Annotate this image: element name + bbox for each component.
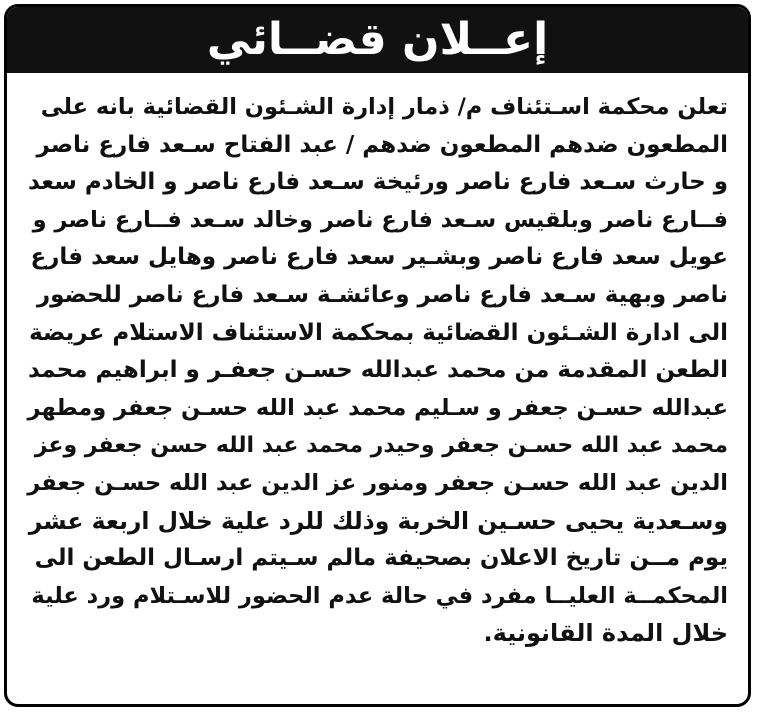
- notice-line: المحكمــة العليــا مفرد في حالة عدم الحضور للاسـتلام ورد علية: [31, 582, 728, 609]
- notice-line: تعلن محكمة اسـتئناف م/ ذمار إدارة الشـئون القضائية بانه على: [40, 94, 728, 120]
- notice-line: فــارع ناصر وبلقيس سـعد فارع ناصر وخالد سـعد فــارع ناصر و: [32, 206, 728, 233]
- notice-line: يوم مــن تاريخ الاعلان بصحيفة مالم سـيتم ارسـال الطعن الى: [34, 545, 728, 572]
- notice-line: عويل سعد فارع ناصر وبشـير سعد فارع ناصر وهايل سعد فارع: [30, 244, 728, 271]
- notice-line: الى ادارة الشـئون القضائية بمحكمة الاستئناف الاستلام عريضة: [29, 319, 728, 346]
- notice-line: خلال المدة القانونية.: [483, 619, 728, 648]
- notice-line: عبدالله حسـن جعفر و سـليم محمد عبد الله حسـن جعفر ومطهر: [27, 394, 728, 421]
- notice-line: وسـعدية يحيى حسـين الخربة وذلك للرد علية خلال اربعة عشر: [28, 506, 728, 535]
- notice-header: [7, 7, 748, 73]
- notice-line: المطعون ضدهم المطعون ضدهم / عبد الفتاح سـعد فارع ناصر: [36, 131, 728, 158]
- notice-line: و حارث سـعد فارع ناصر ورئيخة سـعد فارع ناصر و الخادم سعد: [27, 169, 728, 196]
- notice-line: ناصر وبهية سـعد فارع ناصر وعائشـة سـعد فارع ناصر للحضور: [36, 281, 728, 308]
- notice-line: الطعن المقدمة من محمد عبدالله حسـن جعفـر و ابراهيم محمد: [27, 357, 728, 384]
- notice-line: محمد عبد الله حسـن جعفر وحيدر محمد عبد الله حسن جعفر وعز: [34, 433, 728, 459]
- notice-line: الدين عبد الله حسـن جعفر ومنور عز الدين عبد الله حسـن جعفر: [27, 469, 728, 496]
- notice-body: [27, 89, 728, 653]
- notice-frame: [4, 4, 751, 707]
- notice-title: إعــلان قضــائي: [206, 14, 549, 65]
